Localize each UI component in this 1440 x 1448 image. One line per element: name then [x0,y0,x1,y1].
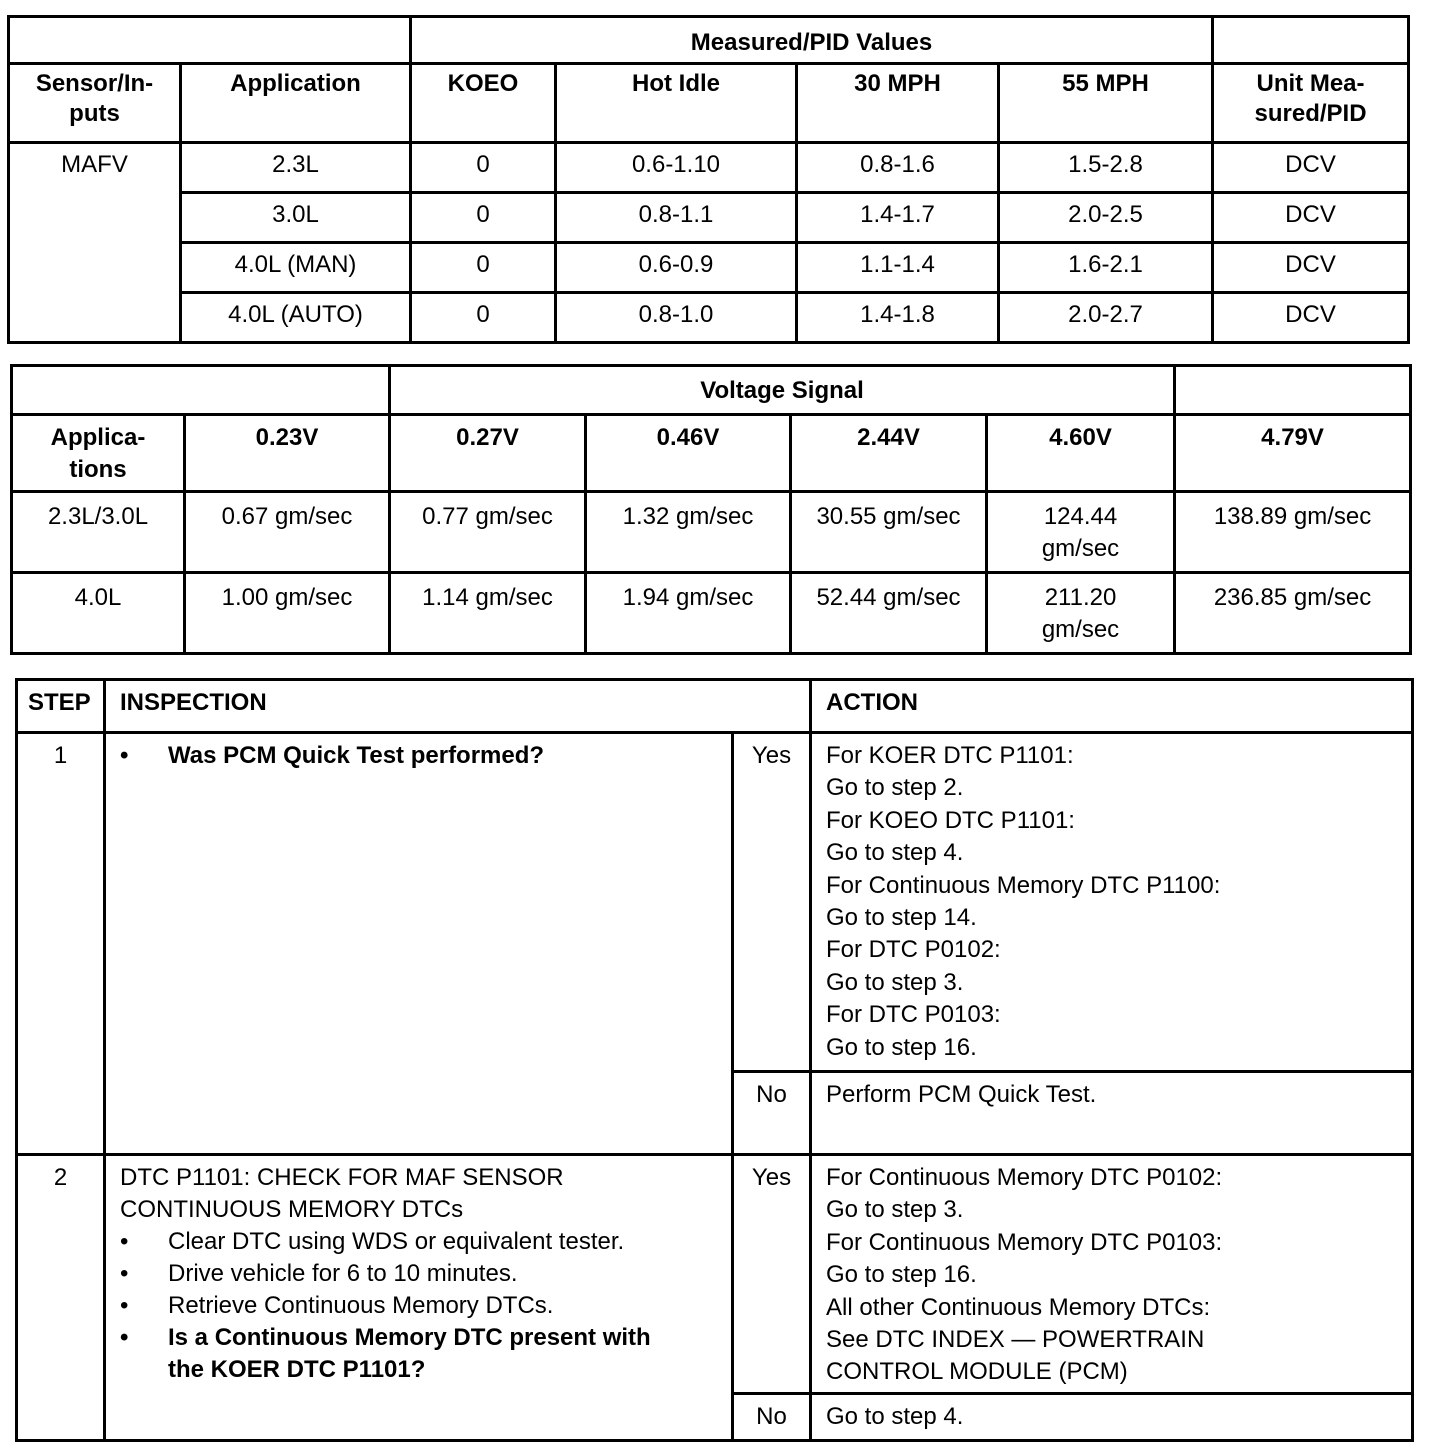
voltage-header: 0.23V [185,415,390,492]
step-header: STEP [17,680,105,733]
hot-idle-cell: 0.8-1.1 [556,193,797,243]
action-line: Go to step 16. [826,1033,977,1061]
30mph-cell: 0.8-1.6 [797,143,999,193]
55mph-cell: 1.5-2.8 [999,143,1213,193]
inspection-header: INSPECTION [105,680,811,733]
30mph-cell: 1.4-1.7 [797,193,999,243]
inspection-question: • Is a Continuous Memory DTC present with the KOER DTC P1101? [120,1322,723,1386]
table-row [12,492,1411,573]
action-line: Go to step 4. [826,1403,964,1430]
yes-action-cell [811,733,1413,1072]
hot-idle-cell: 0.8-1.0 [556,293,797,343]
blank-header-cell [1175,366,1411,415]
55mph-header: 55 MPH [999,64,1213,143]
table-row [17,1155,1413,1394]
flow-cell: 1.32 gm/sec [586,492,791,573]
blank-header-cell [9,17,411,64]
inspection-question: • Was PCM Quick Test performed? [120,740,723,772]
action-line: All other Continuous Memory DTCs: [826,1293,1211,1321]
action-line: Go to step 3. [826,968,964,996]
hot-idle-cell: 0.6-0.9 [556,243,797,293]
table-row [9,293,1409,343]
flow-cell: 138.89 gm/sec [1175,492,1411,573]
table-row [12,573,1411,654]
sensor-inputs-header: Sensor/In- puts [9,64,181,143]
no-action-cell [811,1394,1413,1441]
blank-header-cell [1213,17,1409,64]
table-row [17,733,1413,1072]
table-row [9,193,1409,243]
mafv-measured-values-table [7,15,1410,344]
yes-label: Yes [733,733,811,1072]
flow-cell: 30.55 gm/sec [791,492,987,573]
inspection-bullet: • Clear DTC using WDS or equivalent tester. [120,1226,723,1258]
action-line: For Continuous Memory DTC P0103: [826,1228,1223,1256]
action-line: For Continuous Memory DTC P0102: [826,1164,1223,1191]
hot-idle-header: Hot Idle [556,64,797,143]
action-line: For Continuous Memory DTC P1100: [826,871,1221,899]
application-cell: 4.0L (MAN) [181,243,411,293]
inspection-bullet: • Retrieve Continuous Memory DTCs. [120,1290,723,1322]
inspection-bullet: • Drive vehicle for 6 to 10 minutes. [120,1258,723,1290]
unit-cell: DCV [1213,143,1409,193]
voltage-signal-group-header: Voltage Signal [390,366,1175,415]
action-line: For KOER DTC P1101: [826,742,1074,769]
action-line: For KOEO DTC P1101: [826,806,1075,834]
flow-cell: 211.20 gm/sec [987,573,1175,654]
action-line: For DTC P0103: [826,1001,1001,1029]
unit-cell: DCV [1213,193,1409,243]
unit-measured-header: Unit Mea- sured/PID [1213,64,1409,143]
application-cell: 3.0L [181,193,411,243]
55mph-cell: 1.6-2.1 [999,243,1213,293]
flow-cell: 0.77 gm/sec [390,492,586,573]
action-header: ACTION [811,680,1413,733]
flow-cell: 1.14 gm/sec [390,573,586,654]
sensor-cell: MAFV [9,143,181,343]
action-line: For DTC P0102: [826,936,1001,964]
no-action-cell [811,1072,1413,1155]
voltage-header: 0.27V [390,415,586,492]
action-line: Perform PCM Quick Test. [826,1081,1097,1108]
inspection-intro: DTC P1101: CHECK FOR MAF SENSOR CONTINUOUS MEMORY DTCs [120,1164,564,1223]
flow-cell: 236.85 gm/sec [1175,573,1411,654]
action-line: Go to step 16. [826,1261,977,1289]
no-label: No [733,1394,811,1441]
application-cell: 2.3L/3.0L [12,492,185,573]
action-line: Go to step 14. [826,904,977,932]
step-number: 1 [17,733,105,1155]
voltage-header: 4.60V [987,415,1175,492]
inspection-cell [105,733,733,1155]
application-header: Application [181,64,411,143]
action-line: See DTC INDEX — POWERTRAIN [826,1326,1205,1354]
action-line: CONTROL MODULE (PCM) [826,1358,1128,1386]
koeo-cell: 0 [411,143,556,193]
inspection-cell [105,1155,733,1441]
voltage-signal-table [10,364,1412,655]
voltage-header: 4.79V [1175,415,1411,492]
diagnostic-steps-table [15,678,1414,1442]
voltage-header: 2.44V [791,415,987,492]
yes-label: Yes [733,1155,811,1394]
table-row [9,243,1409,293]
unit-cell: DCV [1213,293,1409,343]
table-row [9,143,1409,193]
30mph-header: 30 MPH [797,64,999,143]
measured-pid-group-header: Measured/PID Values [411,17,1213,64]
action-line: Go to step 2. [826,774,964,802]
koeo-cell: 0 [411,293,556,343]
voltage-header: 0.46V [586,415,791,492]
flow-cell: 124.44 gm/sec [987,492,1175,573]
application-cell: 2.3L [181,143,411,193]
koeo-cell: 0 [411,243,556,293]
koeo-header: KOEO [411,64,556,143]
flow-cell: 0.67 gm/sec [185,492,390,573]
step-number: 2 [17,1155,105,1441]
blank-header-cell [12,366,390,415]
55mph-cell: 2.0-2.5 [999,193,1213,243]
action-line: Go to step 4. [826,839,964,867]
55mph-cell: 2.0-2.7 [999,293,1213,343]
yes-action-cell [811,1155,1413,1394]
no-label: No [733,1072,811,1155]
action-line: Go to step 3. [826,1196,964,1224]
unit-cell: DCV [1213,243,1409,293]
flow-cell: 1.94 gm/sec [586,573,791,654]
koeo-cell: 0 [411,193,556,243]
hot-idle-cell: 0.6-1.10 [556,143,797,193]
30mph-cell: 1.4-1.8 [797,293,999,343]
flow-cell: 1.00 gm/sec [185,573,390,654]
30mph-cell: 1.1-1.4 [797,243,999,293]
application-cell: 4.0L [12,573,185,654]
application-cell: 4.0L (AUTO) [181,293,411,343]
applications-header: Applica- tions [12,415,185,492]
flow-cell: 52.44 gm/sec [791,573,987,654]
